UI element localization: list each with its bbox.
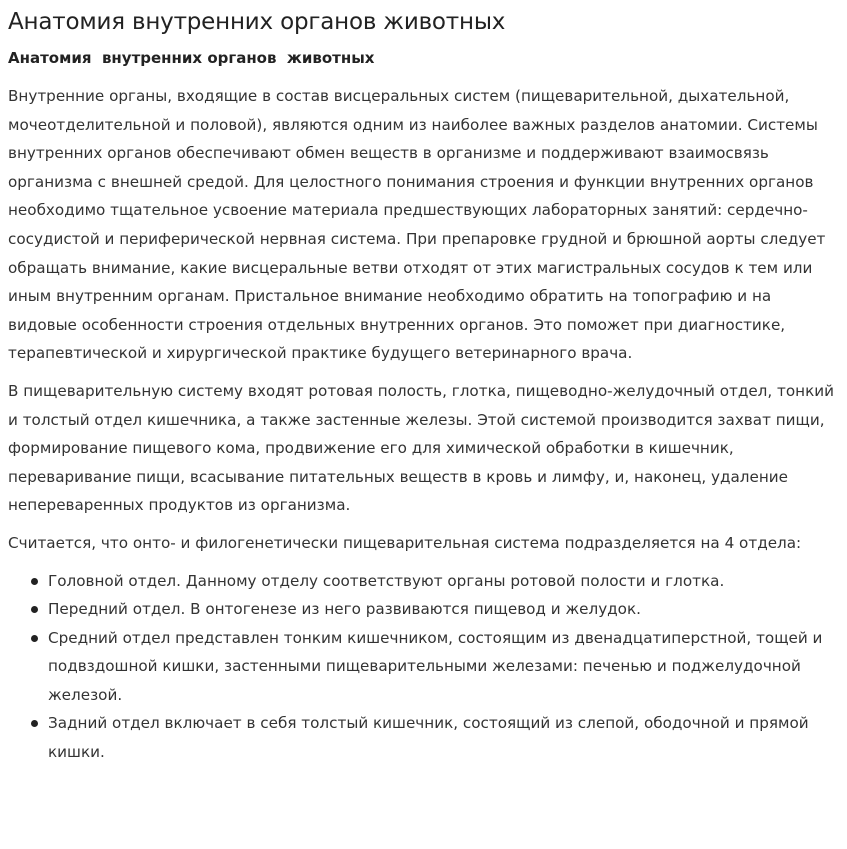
divisions-list: [8, 567, 839, 767]
paragraph-digestive-system: В пищеварительную систему входят ротовая полость, глотка, пищеводно-желудочный отдел, тонкий и толстый отдел кишечника, а также застенные железы. Этой системой производится захват пищи, формирование пищевого кома, продвижение его для химической обработки в кишечник, переваривание пищи, всасывание питательных веществ в кровь и лимфу, и, наконец, удаление непереваренных продуктов из организма.: [8, 381, 835, 515]
list-item-text: Средний отдел представлен тонким кишечником, состоящим из двенадцатиперстной, тощей и подвздошной кишки, застенными пищеварительными железами: печенью и поджелудочной железой.: [48, 628, 823, 704]
bullet-icon: [31, 720, 38, 727]
list-item: [48, 624, 839, 710]
bullet-icon: [31, 635, 38, 642]
bullet-icon: [31, 606, 38, 613]
page-title: Анатомия внутренних органов животных: [8, 9, 506, 35]
section-heading: Анатомия внутренних органов животных: [8, 49, 375, 67]
list-item: [48, 567, 839, 596]
list-item-text: Задний отдел включает в себя толстый кишечник, состоящий из слепой, ободочной и прямой кишки.: [48, 714, 809, 762]
paragraph-divisions-intro: Считается, что онто- и филогенетически пищеварительная система подразделяется на 4 отдела:: [8, 533, 802, 552]
list-item-text: Передний отдел. В онтогенезе из него развиваются пищевод и желудок.: [48, 600, 641, 619]
list-item: [48, 709, 839, 766]
list-item: [48, 595, 839, 624]
bullet-icon: [31, 578, 38, 585]
paragraph-intro: Внутренние органы, входящие в состав висцеральных систем (пищеварительной, дыхательной, мочеотделительной и половой), являются одним из наиболее важных разделов анатомии. Системы внутренних органов обеспечивают обмен веществ в организме и поддерживают взаимосвязь организма с внешней средой. Для целостного понимания строения и функции внутренних органов необходимо тщательное усвоение материала предшествующих лабораторных занятий: сердечно-сосудистой и периферической нервная система. При препаровке грудной и брюшной аорты следует обращать внимание, какие висцеральные ветви отходят от этих магистральных сосудов к тем или иным внутренним органам. Пристальное внимание необходимо обратить на топографию и на видовые особенности строения отдельных внутренних органов. Это поможет при диагностике, терапевтической и хирургической практике будущего ветеринарного врача.: [8, 87, 826, 363]
list-item-text: Головной отдел. Данному отделу соответствуют органы ротовой полости и глотка.: [48, 571, 725, 590]
